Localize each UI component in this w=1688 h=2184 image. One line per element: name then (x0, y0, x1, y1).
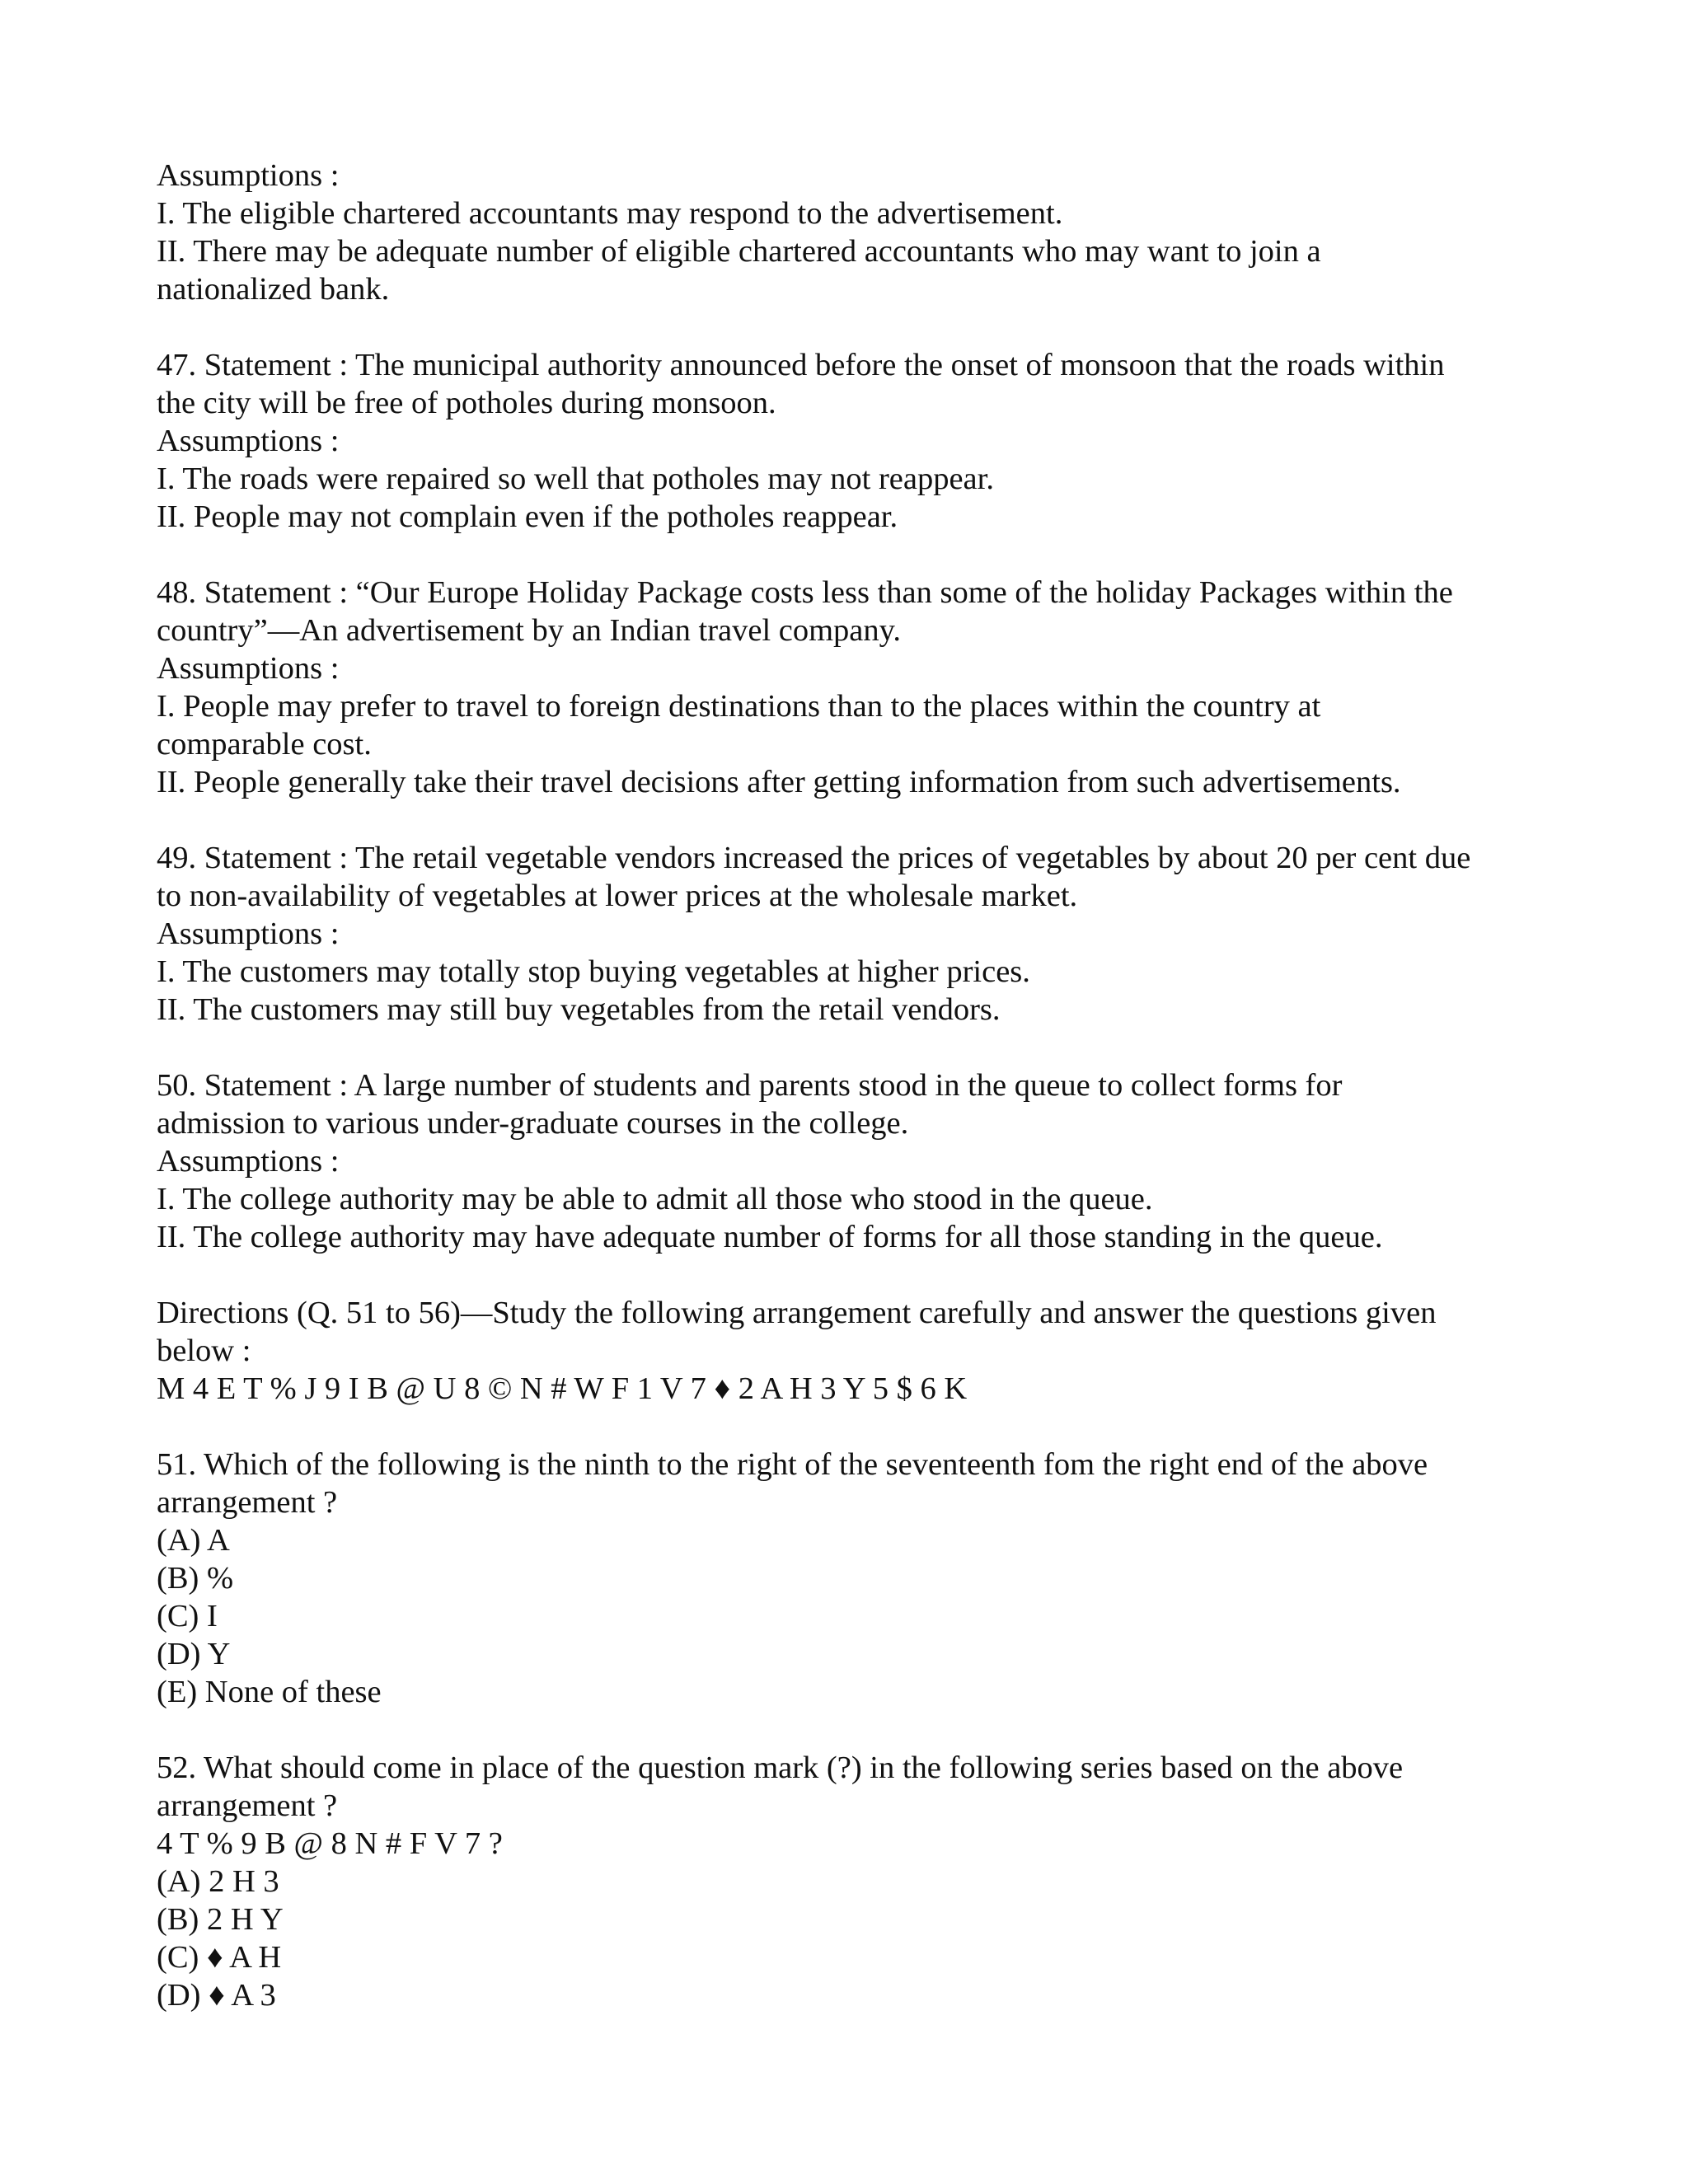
directions (157, 1294, 1558, 1408)
statement-line-1: 48. Statement : “Our Europe Holiday Package costs less than some of the holiday Packages within the (157, 575, 1453, 610)
option-d: (D) ♦ A 3 (157, 1978, 276, 2013)
assumption-1: I. The roads were repaired so well that potholes may not reappear. (157, 462, 994, 496)
question-line-1: 51. Which of the following is the ninth to the right of the seventeenth fom the right end of the above (157, 1447, 1428, 1482)
statement-line-1: 50. Statement : A large number of students and parents stood in the queue to collect forms for (157, 1068, 1343, 1103)
assumption-1-line-2: comparable cost. (157, 727, 372, 762)
assumptions-label: Assumptions : (157, 651, 340, 686)
option-b: (B) 2 H Y (157, 1902, 284, 1937)
statement-line-1: 47. Statement : The municipal authority announced before the onset of monsoon that the roads within (157, 348, 1445, 382)
question-48 (157, 574, 1558, 801)
statement-line-2: country”—An advertisement by an Indian travel company. (157, 613, 902, 648)
assumptions-label: Assumptions : (157, 158, 340, 193)
assumption-2: II. People generally take their travel decisions after getting information from such advertisements. (157, 765, 1401, 799)
assumption-1: I. The college authority may be able to admit all those who stood in the queue. (157, 1182, 1153, 1216)
question-50 (157, 1066, 1558, 1256)
question-47 (157, 346, 1558, 536)
assumptions-label: Assumptions : (157, 1144, 340, 1179)
arrangement-sequence: M 4 E T % J 9 I B @ U 8 © N # W F 1 V 7 ♦ 2 A H 3 Y 5 $ 6 K (157, 1371, 968, 1406)
assumption-2-line-1: II. There may be adequate number of eligible chartered accountants who may want to join a (157, 234, 1321, 269)
option-d: (D) Y (157, 1637, 231, 1671)
statement-line-1: 49. Statement : The retail vegetable vendors increased the prices of vegetables by about 20 per cent due (157, 841, 1471, 875)
assumptions-label: Assumptions : (157, 424, 340, 458)
option-a: (A) 2 H 3 (157, 1864, 279, 1899)
question-line-1: 52. What should come in place of the question mark (?) in the following series based on the above (157, 1750, 1404, 1785)
assumption-1: I. The eligible chartered accountants may respond to the advertisement. (157, 196, 1063, 231)
statement-line-2: the city will be free of potholes during monsoon. (157, 386, 776, 420)
statement-line-2: to non-availability of vegetables at lower prices at the wholesale market. (157, 879, 1078, 913)
assumption-2: II. People may not complain even if the potholes reappear. (157, 499, 898, 534)
question-46-assumptions (157, 157, 1558, 308)
question-line-2: arrangement ? (157, 1485, 338, 1520)
option-c: (C) I (157, 1599, 218, 1633)
question-52 (157, 1749, 1558, 2014)
statement-line-2: admission to various under-graduate courses in the college. (157, 1106, 909, 1141)
question-49 (157, 839, 1558, 1029)
option-b: (B) % (157, 1561, 234, 1596)
directions-line-1: Directions (Q. 51 to 56)—Study the following arrangement carefully and answer the questions given (157, 1296, 1437, 1330)
assumption-2-line-2: nationalized bank. (157, 272, 390, 307)
question-series: 4 T % 9 B @ 8 N # F V 7 ? (157, 1826, 503, 1861)
question-line-2: arrangement ? (157, 1788, 338, 1823)
assumption-2: II. The college authority may have adequate number of forms for all those standing in the queue. (157, 1220, 1383, 1254)
assumption-2: II. The customers may still buy vegetables from the retail vendors. (157, 992, 1001, 1027)
option-e: (E) None of these (157, 1675, 382, 1709)
question-51 (157, 1446, 1558, 1711)
option-a: (A) A (157, 1523, 230, 1558)
assumptions-label: Assumptions : (157, 916, 340, 951)
assumption-1: I. The customers may totally stop buying vegetables at higher prices. (157, 954, 1030, 989)
option-c: (C) ♦ A H (157, 1940, 282, 1975)
document-page (157, 157, 1558, 2052)
directions-line-2: below : (157, 1333, 251, 1368)
assumption-1-line-1: I. People may prefer to travel to foreign destinations than to the places within the country at (157, 689, 1321, 724)
